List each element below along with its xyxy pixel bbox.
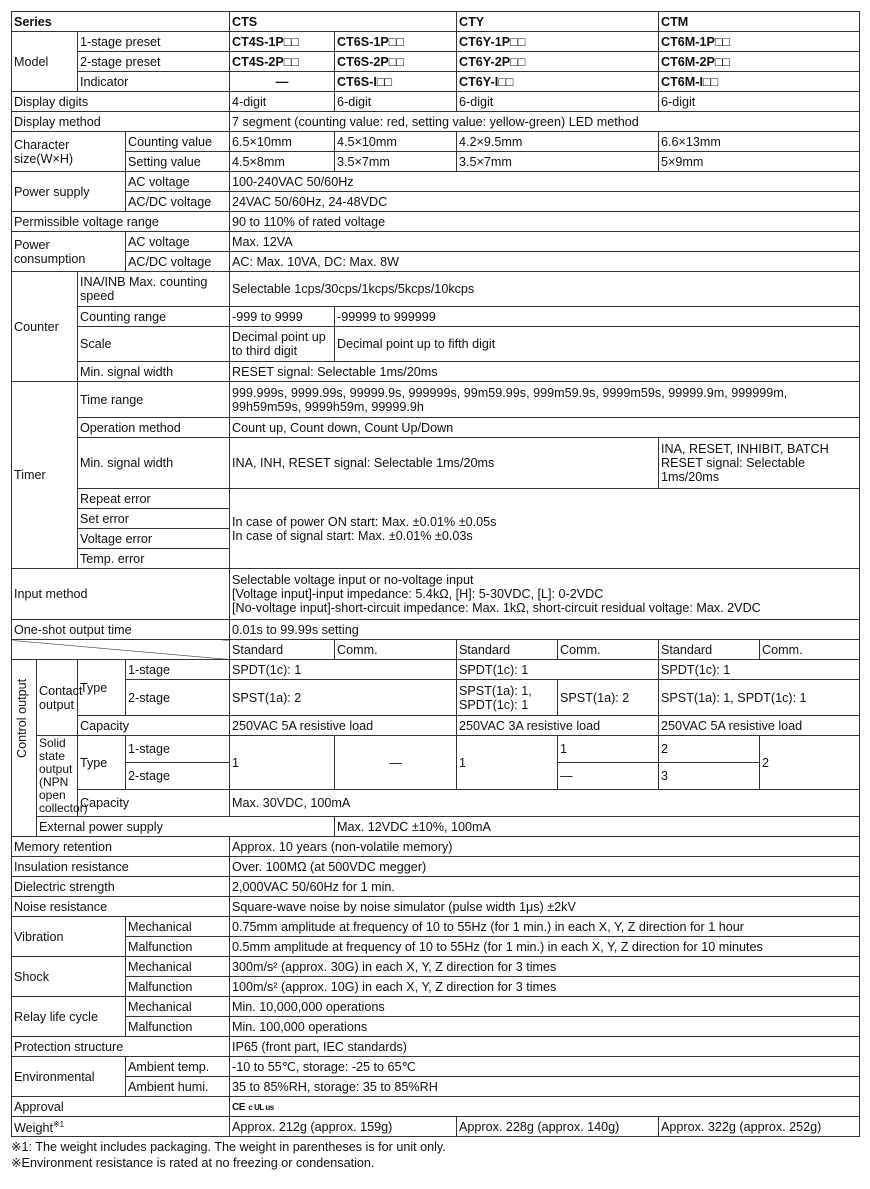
- setting-value-label: Setting value: [126, 152, 230, 172]
- two-stage-preset-label: 2-stage preset: [78, 52, 230, 72]
- contact-1stage-label: 1-stage: [126, 660, 230, 680]
- contact-1stage-ctm: SPDT(1c): 1: [659, 660, 860, 680]
- contact-type-label: Type: [78, 660, 126, 716]
- display-digits-label: Display digits: [12, 92, 230, 112]
- footnote-weight: ※1: The weight includes packaging. The weight in parentheses is for unit only.: [11, 1140, 446, 1155]
- solid-type-label: Type: [78, 736, 126, 790]
- power-supply-row-1: [12, 172, 860, 192]
- control-header-row: [12, 640, 860, 660]
- input-line-2: [Voltage input]-input impedance: 5.4kΩ, [H]: 5-30VDC, [L]: 0-2VDC: [232, 587, 604, 601]
- contact-2stage-cty-comm: SPST(1a): 2: [558, 680, 659, 716]
- model-ct4s-2p: CT4S-2P□□: [230, 52, 335, 72]
- series-label: Series: [12, 12, 230, 32]
- vibration-row-2: [12, 937, 860, 957]
- permissible-voltage-value: 90 to 110% of rated voltage: [230, 212, 860, 232]
- scale-cts4: Decimal point up to third digit: [230, 327, 335, 362]
- contact-2stage-label: 2-stage: [126, 680, 230, 716]
- relay-mal-value: Min. 100,000 operations: [230, 1017, 860, 1037]
- model-ct4s-indicator: —: [230, 72, 335, 92]
- model-row-2: [12, 52, 860, 72]
- vibration-label: Vibration: [12, 917, 126, 957]
- solid-2stage-label: 2-stage: [126, 763, 230, 790]
- model-ct6s-2p: CT6S-2P□□: [335, 52, 457, 72]
- dielectric-row: [12, 877, 860, 897]
- counter-minsig-row: [12, 362, 860, 382]
- power-consumption-row-2: [12, 252, 860, 272]
- series-cty: CTY: [457, 12, 659, 32]
- spec-sheet: [11, 11, 859, 1171]
- time-range-label: Time range: [78, 382, 230, 418]
- model-ct4s-1p: CT4S-1P□□: [230, 32, 335, 52]
- external-power-row: [12, 817, 860, 837]
- set-error-label: Set error: [78, 509, 230, 529]
- weight-ctm: Approx. 322g (approx. 252g): [659, 1117, 860, 1137]
- operation-method-label: Operation method: [78, 418, 230, 438]
- solid-ctm-standard-1stage: 2: [659, 736, 760, 763]
- model-ct6y-1p: CT6Y-1P□□: [457, 32, 659, 52]
- contact-capacity-cts: 250VAC 5A resistive load: [230, 716, 457, 736]
- permissible-voltage-row: [12, 212, 860, 232]
- count-size-ctm: 6.6×13mm: [659, 132, 860, 152]
- timer-min-signal-ctm: INA, RESET, INHIBIT, BATCH RESET signal: Selectable 1ms/20ms: [659, 438, 860, 489]
- weight-cts: Approx. 212g (approx. 159g): [230, 1117, 457, 1137]
- count-size-cts6: 4.5×10mm: [335, 132, 457, 152]
- noise-label: Noise resistance: [12, 897, 230, 917]
- vibration-mal-label: Malfunction: [126, 937, 230, 957]
- insulation-value: Over. 100MΩ (at 500VDC megger): [230, 857, 860, 877]
- control-output-label: [12, 660, 37, 837]
- model-ct6s-1p: CT6S-1P□□: [335, 32, 457, 52]
- operation-method-value: Count up, Count down, Count Up/Down: [230, 418, 860, 438]
- counting-speed-value: Selectable 1cps/30cps/1kcps/5kcps/10kcps: [230, 272, 860, 307]
- model-ct6m-1p: CT6M-1P□□: [659, 32, 860, 52]
- solid-ctm-standard-2stage: 3: [659, 763, 760, 790]
- dielectric-label: Dielectric strength: [12, 877, 230, 897]
- timer-range-row: [12, 382, 860, 418]
- digits-ctm: 6-digit: [659, 92, 860, 112]
- contact-2stage-row: [12, 680, 860, 716]
- external-power-value: Max. 12VDC ±10%, 100mA: [335, 817, 860, 837]
- insulation-label: Insulation resistance: [12, 857, 230, 877]
- display-method-value: 7 segment (counting value: red, setting value: yellow-green) LED method: [230, 112, 860, 132]
- counting-value-label: Counting value: [126, 132, 230, 152]
- vibration-row-1: [12, 917, 860, 937]
- shock-label: Shock: [12, 957, 126, 997]
- power-ac-label: AC voltage: [126, 172, 230, 192]
- contact-2stage-cty-standard: SPST(1a): 1, SPDT(1c): 1: [457, 680, 558, 716]
- weight-row: [12, 1117, 860, 1137]
- scale-others: Decimal point up to fifth digit: [335, 327, 860, 362]
- solid-capacity-row: [12, 790, 860, 817]
- noise-value: Square-wave noise by noise simulator (pulse width 1μs) ±2kV: [230, 897, 860, 917]
- counter-scale-row: [12, 327, 860, 362]
- memory-retention-value: Approx. 10 years (non-volatile memory): [230, 837, 860, 857]
- input-line-3: [No-voltage input]-short-circuit impedance: Max. 1kΩ, short-circuit residual voltage: Max. 2VDC: [232, 601, 761, 615]
- counter-min-signal-value: RESET signal: Selectable 1ms/20ms: [230, 362, 860, 382]
- weight-label-cell: [12, 1117, 230, 1137]
- error-signal-start: In case of signal start: Max. ±0.01% ±0.03s: [232, 528, 473, 543]
- input-method-value: [230, 569, 860, 620]
- protection-value: IP65 (front part, IEC standards): [230, 1037, 860, 1057]
- solid-capacity-value: Max. 30VDC, 100mA: [230, 790, 860, 817]
- one-stage-preset-label: 1-stage preset: [78, 32, 230, 52]
- shock-mech-label: Mechanical: [126, 957, 230, 977]
- footnote-environment: ※Environment resistance is rated at no freezing or condensation.: [11, 1156, 375, 1171]
- contact-output-label: Contact output: [37, 660, 78, 736]
- contact-2stage-ctm: SPST(1a): 1, SPDT(1c): 1: [659, 680, 860, 716]
- solid-cty-standard: 1: [457, 736, 558, 790]
- digits-cts6: 6-digit: [335, 92, 457, 112]
- display-digits-row: [12, 92, 860, 112]
- input-method-row: [12, 569, 860, 620]
- model-ct6m-2p: CT6M-2P□□: [659, 52, 860, 72]
- shock-mal-value: 100m/s² (approx. 10G) in each X, Y, Z direction for 3 times: [230, 977, 860, 997]
- model-ct6s-indicator: CT6S-I□□: [335, 72, 457, 92]
- ce-mark-icon: CE: [232, 1101, 245, 1113]
- protection-row: [12, 1037, 860, 1057]
- model-ct6y-indicator: CT6Y-I□□: [457, 72, 659, 92]
- one-shot-value: 0.01s to 99.99s setting: [230, 620, 860, 640]
- shock-mech-value: 300m/s² (approx. 30G) in each X, Y, Z direction for 3 times: [230, 957, 860, 977]
- permissible-voltage-label: Permissible voltage range: [12, 212, 230, 232]
- one-shot-row: [12, 620, 860, 640]
- noise-row: [12, 897, 860, 917]
- time-range-value: 999.999s, 9999.99s, 99999.9s, 999999s, 99m59.99s, 999m59.9s, 9999m59s, 99999.9m, 999999m, 99h59m59s, 9999h59m, 99999.9h: [230, 382, 860, 418]
- vibration-mal-value: 0.5mm amplitude at frequency of 10 to 55Hz (for 1 min.) in each X, Y, Z direction for 10 minutes: [230, 937, 860, 957]
- repeat-error-row: [12, 489, 860, 509]
- timer-min-signal-cts-cty: INA, INH, RESET signal: Selectable 1ms/20ms: [230, 438, 659, 489]
- digits-cts4: 4-digit: [230, 92, 335, 112]
- model-label: Model: [12, 32, 78, 92]
- external-power-label: External power supply: [37, 817, 335, 837]
- char-size-row-2: [12, 152, 860, 172]
- cty-comm-header: Comm.: [558, 640, 659, 660]
- timer-minsig-row: [12, 438, 860, 489]
- ambient-humi-label: Ambient humi.: [126, 1077, 230, 1097]
- contact-capacity-row: [12, 716, 860, 736]
- vibration-mech-value: 0.75mm amplitude at frequency of 10 to 55Hz (for 1 min.) in each X, Y, Z direction for 1 hour: [230, 917, 860, 937]
- memory-row: [12, 837, 860, 857]
- contact-1stage-cty: SPDT(1c): 1: [457, 660, 659, 680]
- voltage-error-label: Voltage error: [78, 529, 230, 549]
- environmental-row-1: [12, 1057, 860, 1077]
- cty-standard-header: Standard: [457, 640, 558, 660]
- environmental-row-2: [12, 1077, 860, 1097]
- approval-marks: [230, 1097, 860, 1117]
- timer-op-row: [12, 418, 860, 438]
- timer-min-signal-label: Min. signal width: [78, 438, 230, 489]
- relay-row-2: [12, 1017, 860, 1037]
- power-supply-label: Power supply: [12, 172, 126, 212]
- relay-mech-value: Min. 10,000,000 operations: [230, 997, 860, 1017]
- shock-row-1: [12, 957, 860, 977]
- counting-range-cts4: -999 to 9999: [230, 307, 335, 327]
- power-acdc-value: 24VAC 50/60Hz, 24-48VDC: [230, 192, 860, 212]
- contact-capacity-cty: 250VAC 3A resistive load: [457, 716, 659, 736]
- contact-1stage-cts: SPDT(1c): 1: [230, 660, 457, 680]
- digits-cty: 6-digit: [457, 92, 659, 112]
- counting-speed-label: INA/INB Max. counting speed: [78, 272, 230, 307]
- one-shot-label: One-shot output time: [12, 620, 230, 640]
- ctm-standard-header: Standard: [659, 640, 760, 660]
- consumption-ac-label: AC voltage: [126, 232, 230, 252]
- error-power-on-start: In case of power ON start: Max. ±0.01% ±0.05s: [232, 514, 497, 529]
- char-size-label: Character size(W×H): [12, 132, 126, 172]
- ctm-comm-header: Comm.: [760, 640, 860, 660]
- environmental-label: Environmental: [12, 1057, 126, 1097]
- power-consumption-row-1: [12, 232, 860, 252]
- solid-cts-comm: —: [335, 736, 457, 790]
- cts-standard-header: Standard: [230, 640, 335, 660]
- counting-range-others: -99999 to 999999: [335, 307, 860, 327]
- ambient-temp-value: -10 to 55℃, storage: -25 to 65℃: [230, 1057, 860, 1077]
- input-line-1: Selectable voltage input or no-voltage input: [232, 573, 474, 587]
- repeat-error-label: Repeat error: [78, 489, 230, 509]
- diagonal-cell: [12, 640, 230, 660]
- consumption-acdc-label: AC/DC voltage: [126, 252, 230, 272]
- error-values: [230, 489, 860, 569]
- series-ctm: CTM: [659, 12, 860, 32]
- relay-mech-label: Mechanical: [126, 997, 230, 1017]
- consumption-ac-value: Max. 12VA: [230, 232, 860, 252]
- power-acdc-label: AC/DC voltage: [126, 192, 230, 212]
- timer-label: Timer: [12, 382, 78, 569]
- solid-ctm-comm: 2: [760, 736, 860, 790]
- set-size-cts4: 4.5×8mm: [230, 152, 335, 172]
- counting-range-label: Counting range: [78, 307, 230, 327]
- shock-mal-label: Malfunction: [126, 977, 230, 997]
- power-supply-row-2: [12, 192, 860, 212]
- model-row-3: [12, 72, 860, 92]
- contact-capacity-ctm: 250VAC 5A resistive load: [659, 716, 860, 736]
- counter-speed-row: [12, 272, 860, 307]
- model-ct6m-indicator: CT6M-I□□: [659, 72, 860, 92]
- solid-cty-comm-2stage: —: [558, 763, 659, 790]
- power-consumption-label: Power consumption: [12, 232, 126, 272]
- weight-label: Weight: [14, 1121, 53, 1136]
- counter-min-signal-label: Min. signal width: [78, 362, 230, 382]
- contact-2stage-cts: SPST(1a): 2: [230, 680, 457, 716]
- solid-capacity-label: Capacity: [78, 790, 230, 817]
- input-method-label: Input method: [12, 569, 230, 620]
- solid-1stage-row: [12, 736, 860, 763]
- protection-label: Protection structure: [12, 1037, 230, 1057]
- scale-label: Scale: [78, 327, 230, 362]
- display-method-label: Display method: [12, 112, 230, 132]
- solid-state-label: Solid state output (NPN open collector): [37, 736, 78, 817]
- contact-1stage-row: [12, 660, 860, 680]
- ambient-temp-label: Ambient temp.: [126, 1057, 230, 1077]
- insulation-row: [12, 857, 860, 877]
- footnotes: [11, 1139, 859, 1171]
- temp-error-label: Temp. error: [78, 549, 230, 569]
- consumption-acdc-value: AC: Max. 10VA, DC: Max. 8W: [230, 252, 860, 272]
- dielectric-value: 2,000VAC 50/60Hz for 1 min.: [230, 877, 860, 897]
- ul-mark-icon: c UL us: [248, 1102, 274, 1112]
- relay-row-1: [12, 997, 860, 1017]
- counter-label: Counter: [12, 272, 78, 382]
- solid-cts-standard: 1: [230, 736, 335, 790]
- set-size-cts6: 3.5×7mm: [335, 152, 457, 172]
- specifications-table: [11, 11, 860, 1137]
- set-size-ctm: 5×9mm: [659, 152, 860, 172]
- count-size-cty: 4.2×9.5mm: [457, 132, 659, 152]
- set-size-cty: 3.5×7mm: [457, 152, 659, 172]
- shock-row-2: [12, 977, 860, 997]
- char-size-row-1: [12, 132, 860, 152]
- power-ac-value: 100-240VAC 50/60Hz: [230, 172, 860, 192]
- memory-retention-label: Memory retention: [12, 837, 230, 857]
- header-row: [12, 12, 860, 32]
- contact-capacity-label: Capacity: [78, 716, 230, 736]
- vibration-mech-label: Mechanical: [126, 917, 230, 937]
- indicator-label: Indicator: [78, 72, 230, 92]
- solid-cty-comm-1stage: 1: [558, 736, 659, 763]
- cts-comm-header: Comm.: [335, 640, 457, 660]
- control-output-text: Control output: [15, 678, 29, 758]
- count-size-cts4: 6.5×10mm: [230, 132, 335, 152]
- approval-row: [12, 1097, 860, 1117]
- relay-mal-label: Malfunction: [126, 1017, 230, 1037]
- display-method-row: [12, 112, 860, 132]
- series-cts: CTS: [230, 12, 457, 32]
- relay-life-label: Relay life cycle: [12, 997, 126, 1037]
- weight-cty: Approx. 228g (approx. 140g): [457, 1117, 659, 1137]
- model-row-1: [12, 32, 860, 52]
- model-ct6y-2p: CT6Y-2P□□: [457, 52, 659, 72]
- ambient-humi-value: 35 to 85%RH, storage: 35 to 85%RH: [230, 1077, 860, 1097]
- solid-1stage-label: 1-stage: [126, 736, 230, 763]
- counter-range-row: [12, 307, 860, 327]
- approval-label: Approval: [12, 1097, 230, 1117]
- weight-footnote-ref: ※1: [52, 1120, 65, 1129]
